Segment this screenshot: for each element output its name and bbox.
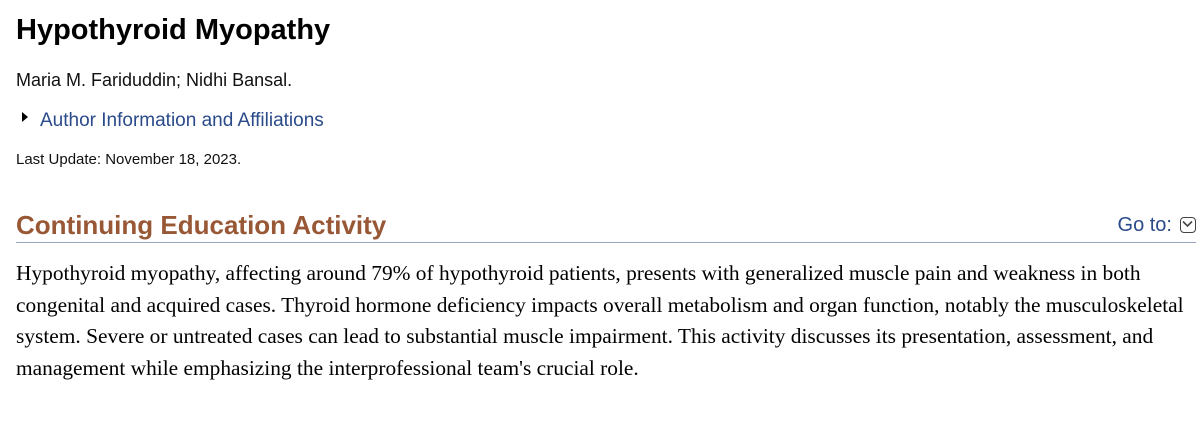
last-update: Last Update: November 18, 2023. bbox=[16, 151, 242, 168]
goto-label[interactable]: Go to: bbox=[1117, 214, 1172, 236]
section-body-paragraph: Hypothyroid myopathy, affecting around 79% of hypothyroid patients, presents with generalized muscle pain and weakness in both congenital and acquired cases. Thyroid hormone deficiency impacts overall metabolism and organ function, notably the musculoskeletal system. Severe or untreated cases can lead to substantial muscle impairment. This activity discusses its presentation, assessment, and management while emphasizing the interprofessional team's crucial role. bbox=[16, 261, 1184, 380]
author-affiliations-toggle[interactable] bbox=[22, 108, 324, 134]
section-title: Continuing Education Activity bbox=[16, 210, 387, 240]
section-header bbox=[16, 206, 1196, 243]
chevron-down-icon[interactable] bbox=[1180, 217, 1196, 233]
page-title: Hypothyroid Myopathy bbox=[16, 14, 331, 46]
authors-line: Maria M. Fariduddin; Nidhi Bansal. bbox=[16, 70, 293, 90]
triangle-right-icon[interactable] bbox=[22, 112, 28, 122]
goto-dropdown[interactable] bbox=[1118, 212, 1196, 238]
author-affiliations-link[interactable]: Author Information and Affiliations bbox=[40, 110, 324, 131]
